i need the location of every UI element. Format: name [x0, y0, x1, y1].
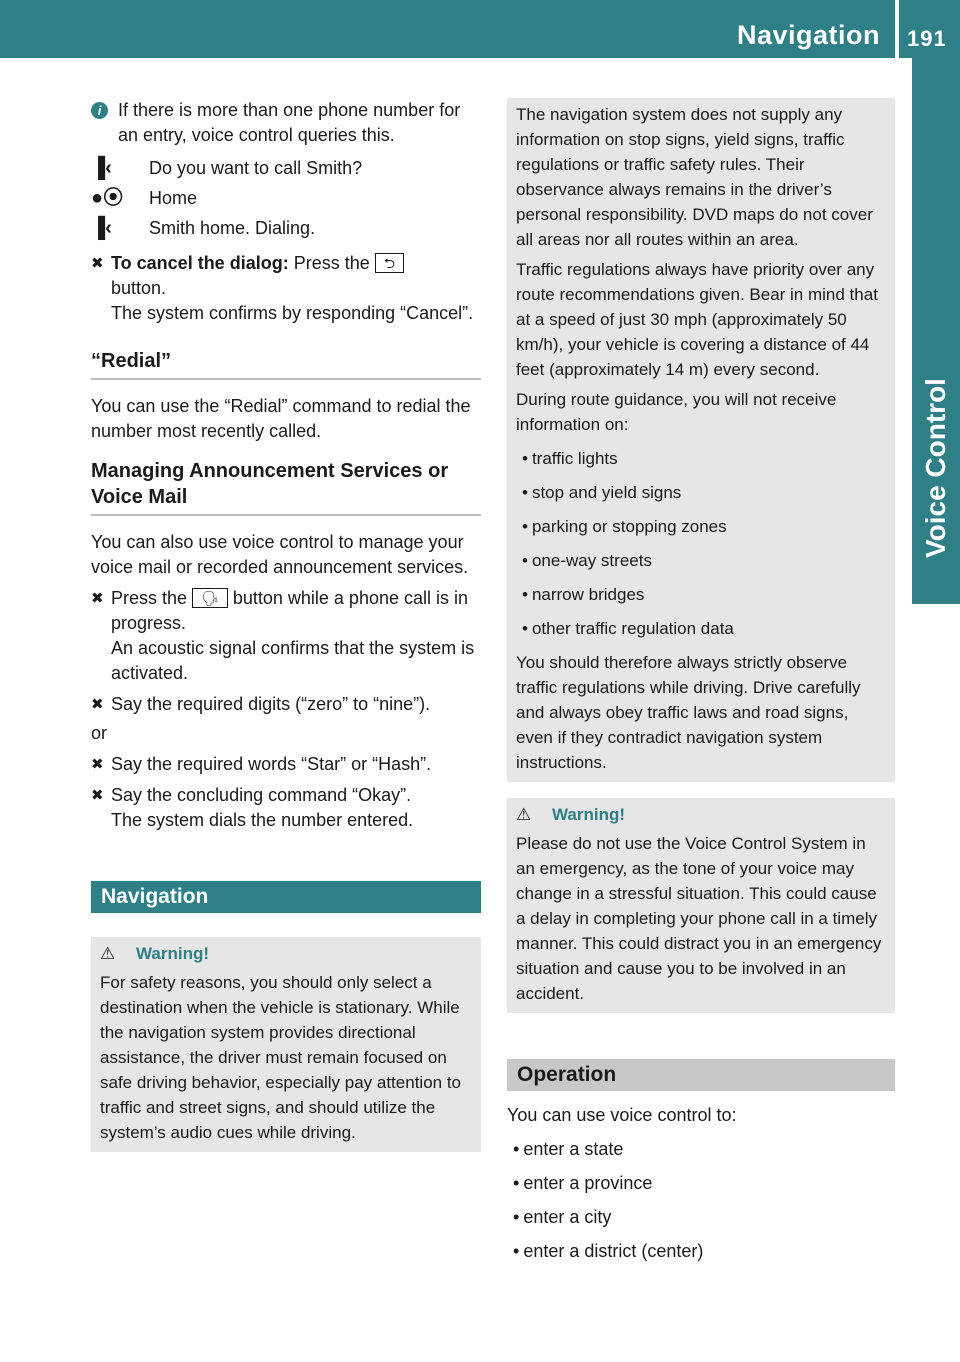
- step3-text: Say the required words “Star” or “Hash”.: [111, 754, 432, 774]
- page-number: 191: [907, 26, 947, 51]
- header-title: Navigation: [736, 20, 880, 50]
- step-arrow-icon: ✖: [91, 255, 104, 272]
- warning-text: Please do not use the Voice Control System in an emergency, as the tone of your voice may change in a stressful situation. This could cause a delay in completing your phone call in a timely manner. This could distract you in an emergency situation and cause you to be involved in an accident.: [516, 834, 882, 1003]
- info-box-p2: Traffic regulations always have priority over any route recommendations given. Bear in mind that at a speed of just 30 mph (approximately 50 km/h), your vehicle is covering a distance of 44 feet (approximately 14 m) every second.: [516, 260, 878, 379]
- announce-heading: Managing Announcement Services or Voice Mail: [91, 458, 481, 516]
- info-text: If there is more than one phone number for an entry, voice control queries this.: [118, 100, 461, 145]
- warning-text: For safety reasons, you should only select a destination when the vehicle is stationary. While the navigation system provides directional assistance, the driver must remain focused on safe driving behavior, especially pay attention to traffic and street signs, and should utilize the system’s audio cues while driving.: [100, 973, 462, 1142]
- step-words: [91, 752, 481, 777]
- dialog-line: [91, 156, 481, 181]
- step-arrow-icon: ✖: [91, 696, 104, 713]
- dialog-text: Do you want to call Smith?: [149, 158, 363, 178]
- list-item: • enter a state: [507, 1137, 895, 1162]
- step-digits: [91, 692, 481, 717]
- warning-title: Warning!: [552, 805, 626, 824]
- info-box: [507, 98, 895, 782]
- list-item: • stop and yield signs: [516, 480, 886, 505]
- step-arrow-icon: ✖: [91, 590, 104, 607]
- step-okay: [91, 783, 481, 833]
- announce-intro: You can also use voice control to manage your voice mail or recorded announcement services.: [91, 532, 469, 577]
- operation-section-heading: Operation: [507, 1059, 895, 1091]
- side-blank: [912, 608, 960, 1362]
- step4-detail: The system dials the number entered.: [111, 810, 414, 830]
- info-icon: i: [91, 102, 108, 119]
- step-press-button: [91, 586, 481, 686]
- navigation-section-heading: Navigation: [91, 881, 481, 913]
- step1-pre: Press the: [111, 588, 188, 608]
- left-column: [91, 98, 481, 1152]
- step4-text: Say the concluding command “Okay”.: [111, 785, 412, 805]
- step-arrow-icon: ✖: [91, 756, 104, 773]
- operation-intro: You can use voice control to:: [507, 1105, 737, 1125]
- cancel-post: button.: [111, 278, 167, 298]
- info-box-p1: The navigation system does not supply any information on stop signs, yield signs, traffic regulations or traffic safety rules. Their observance always remains in the driver’s personal responsibility. DVD maps do not cover all areas nor all routes within an area.: [516, 105, 873, 249]
- info-note: [91, 98, 481, 148]
- back-button-icon: ⮌: [375, 253, 404, 273]
- side-tab-label: Voice Control: [920, 378, 951, 558]
- list-item: • parking or stopping zones: [516, 514, 886, 539]
- page-header: [0, 0, 960, 58]
- dialog-line: [91, 186, 481, 211]
- cancel-confirm: The system confirms by responding “Cancel”.: [111, 303, 474, 323]
- or-text: or: [91, 723, 108, 743]
- step-arrow-icon: ✖: [91, 787, 104, 804]
- system-speaker-icon: ▐‹: [91, 157, 112, 179]
- warning-title-row: [516, 802, 886, 827]
- info-box-p4: You should therefore always strictly observe traffic regulations while driving. Drive carefully and always obey traffic laws and road signs, even if they contradict navigation system instructions.: [516, 653, 861, 772]
- list-item: • traffic lights: [516, 446, 886, 471]
- dialog-text: Home: [149, 188, 198, 208]
- step2-text: Say the required digits (“zero” to “nine”).: [111, 694, 431, 714]
- redial-heading: “Redial”: [91, 348, 481, 380]
- cancel-bold: To cancel the dialog:: [111, 253, 289, 273]
- list-item: • narrow bridges: [516, 582, 886, 607]
- warning-triangle-icon: ⚠: [100, 944, 116, 963]
- list-item: • enter a city: [507, 1205, 895, 1230]
- step1-detail: An acoustic signal confirms that the system is activated.: [111, 638, 475, 683]
- dialog-text: Smith home. Dialing.: [149, 218, 316, 238]
- list-item: • one-way streets: [516, 548, 886, 573]
- header-divider: [895, 0, 899, 58]
- warning-triangle-icon: ⚠: [516, 805, 532, 824]
- voice-button-icon: 🗣: [192, 588, 228, 608]
- step1-post: button while a phone call is in progress.: [111, 588, 469, 633]
- list-item: • enter a province: [507, 1171, 895, 1196]
- list-item: • other traffic regulation data: [516, 616, 886, 641]
- cancel-pre: Press the: [293, 253, 370, 273]
- step-cancel: [91, 251, 481, 326]
- warning-box: [91, 937, 481, 1152]
- warning-box: [507, 798, 895, 1013]
- redial-text: You can use the “Redial” command to redial the number most recently called.: [91, 396, 471, 441]
- right-column: [507, 98, 895, 1264]
- warning-title-row: [100, 941, 472, 966]
- info-box-p3: During route guidance, you will not receive information on:: [516, 390, 837, 434]
- warning-title: Warning!: [136, 944, 210, 963]
- user-voice-icon: ●⦿: [91, 187, 124, 209]
- list-item: • enter a district (center): [507, 1239, 895, 1264]
- system-speaker-icon: ▐‹: [91, 217, 112, 239]
- dialog-line: [91, 216, 481, 241]
